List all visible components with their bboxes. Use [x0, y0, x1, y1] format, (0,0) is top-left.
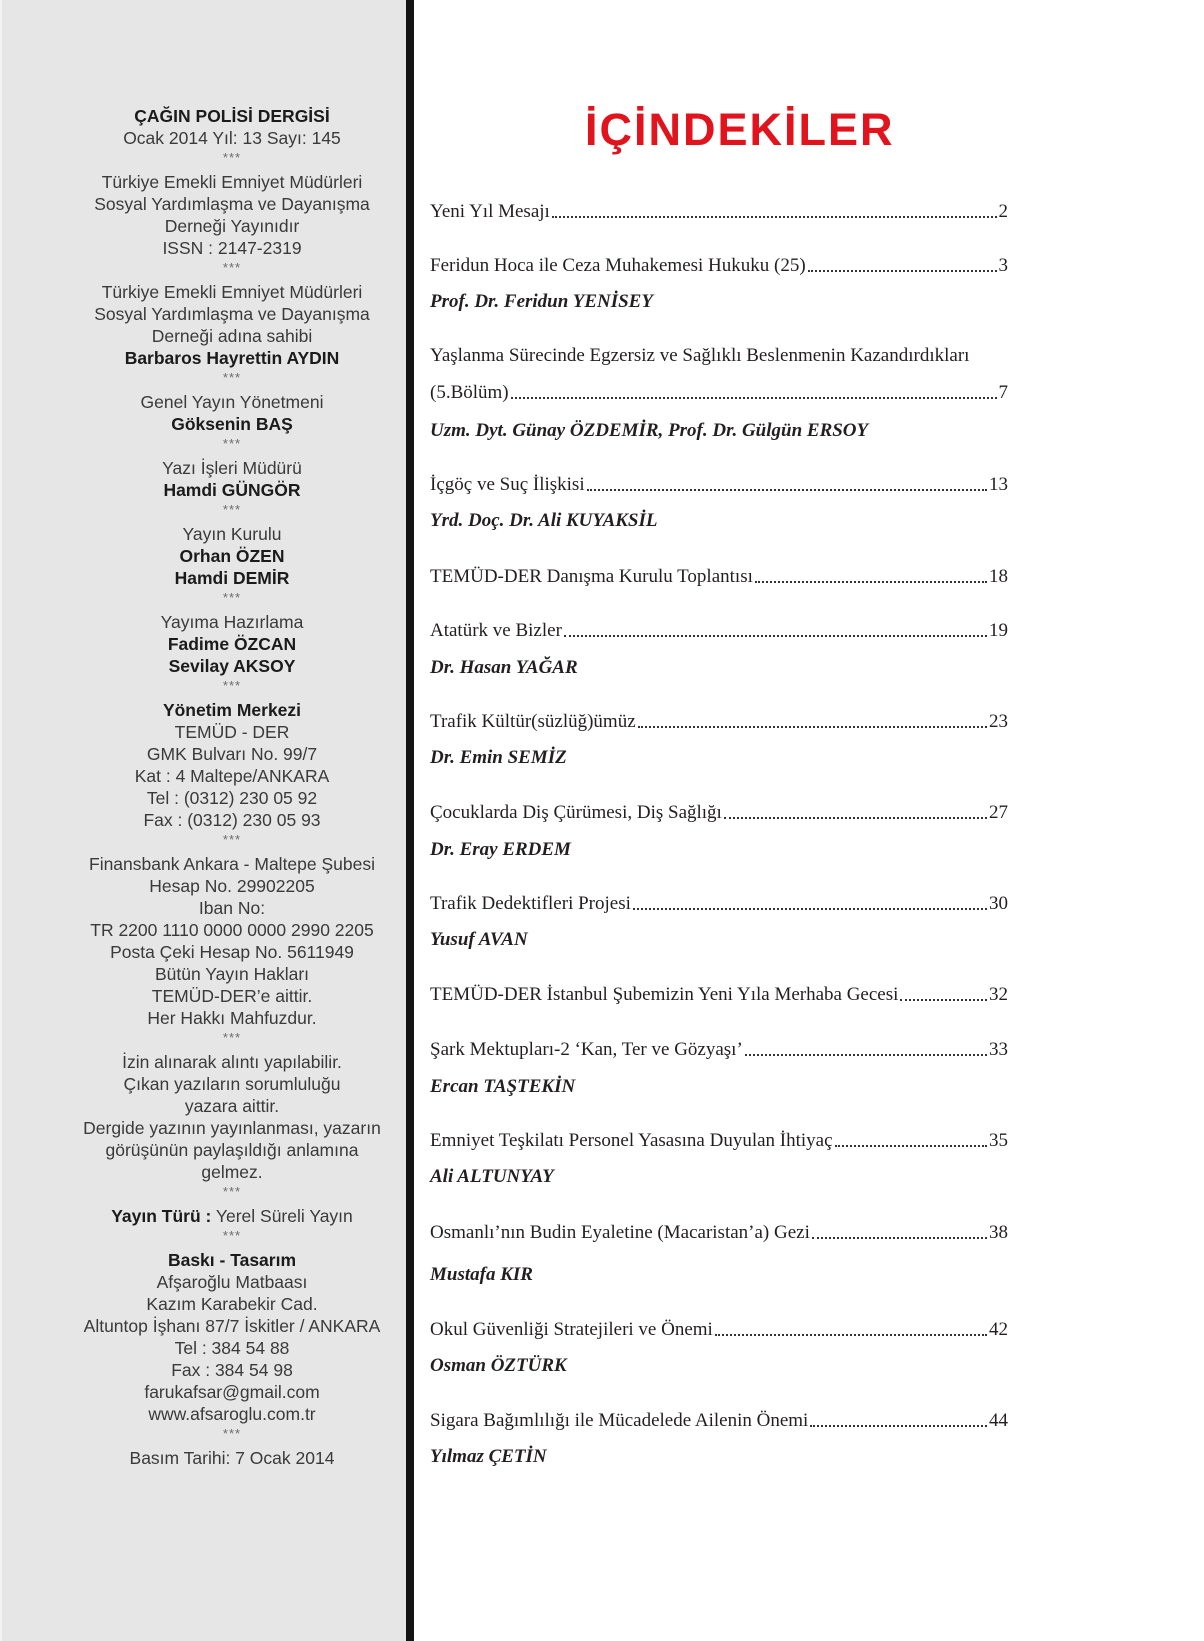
- toc-page-number: 7: [998, 382, 1008, 403]
- toc-leader: [724, 817, 987, 819]
- colophon-line: Her Hakkı Mahfuzdur.: [147, 1008, 317, 1028]
- toc-entry-title: Şark Mektupları-2 ‘Kan, Ter ve Gözyaşı’: [430, 1039, 743, 1060]
- colophon-line: Dergide yazının yayınlanması, yazarın: [83, 1118, 381, 1138]
- toc-entry-row: [430, 1318, 1008, 1342]
- toc-page-number: 23: [989, 711, 1008, 732]
- toc-entry-row: [430, 710, 1008, 734]
- toc-author: Dr. Emin SEMİZ: [430, 747, 567, 768]
- colophon-line: Tel : (0312) 230 05 92: [146, 788, 318, 808]
- colophon-separator: ***: [222, 150, 242, 165]
- colophon-line: Sosyal Yardımlaşma ve Dayanışma: [94, 194, 370, 214]
- colophon-separator: ***: [222, 260, 242, 275]
- toc-entry-row: [430, 892, 1008, 916]
- toc-entry-row: [430, 983, 1008, 1007]
- toc-page-number: 38: [989, 1222, 1008, 1243]
- colophon-line: Bütün Yayın Hakları: [154, 964, 310, 984]
- colophon-line: Basım Tarihi: 7 Ocak 2014: [129, 1448, 335, 1468]
- colophon-line: Çıkan yazıların sorumluluğu: [123, 1074, 341, 1094]
- toc-entry-row: [430, 1221, 1008, 1245]
- toc-entry-row: [430, 801, 1008, 825]
- toc-title: İÇİNDEKİLER: [585, 104, 895, 155]
- colophon-line: Sosyal Yardımlaşma ve Dayanışma: [94, 304, 370, 324]
- toc-page-number: 32: [989, 984, 1008, 1005]
- toc-entry-row: [430, 473, 1008, 497]
- toc-page-number: 30: [989, 893, 1008, 914]
- toc-leader: [900, 999, 987, 1001]
- colophon-separator: ***: [222, 1228, 242, 1243]
- toc-page-number: 2: [998, 201, 1008, 222]
- toc-leader: [552, 216, 997, 218]
- colophon-line: Iban No:: [198, 898, 266, 918]
- toc-leader: [745, 1054, 987, 1056]
- toc-leader: [808, 270, 997, 272]
- colophon-line-bold: Yönetim Merkezi: [162, 700, 302, 720]
- colophon-line: Derneği Yayınıdır: [164, 216, 300, 236]
- colophon-line: Türkiye Emekli Emniyet Müdürleri: [101, 282, 363, 302]
- toc-entry-title: İçgöç ve Suç İlişkisi: [430, 474, 585, 495]
- toc-page-number: 35: [989, 1130, 1008, 1151]
- colophon-separator: ***: [222, 590, 242, 605]
- toc-entry-row: [430, 200, 1008, 224]
- toc-entry-title: Okul Güvenliği Stratejileri ve Önemi: [430, 1319, 713, 1340]
- toc-author: Uzm. Dyt. Günay ÖZDEMİR, Prof. Dr. Gülgün ERSOY: [430, 420, 869, 441]
- colophon-line: Afşaroğlu Matbaası: [156, 1272, 308, 1292]
- colophon-line: görüşünün paylaşıldığı anlamına: [105, 1140, 359, 1160]
- toc-entry-title-line: Yaşlanma Sürecinde Egzersiz ve Sağlıklı Beslenmenin Kazandırdıkları: [430, 345, 970, 366]
- colophon-line: Yayın Kurulu: [182, 524, 282, 544]
- colophon-line-bold: Sevilay AKSOY: [168, 656, 296, 676]
- colophon-separator: ***: [222, 370, 242, 385]
- toc-author: Ali ALTUNYAY: [430, 1166, 554, 1187]
- colophon-line: ISSN : 2147-2319: [162, 238, 302, 258]
- toc-entry-row: [430, 381, 1008, 405]
- toc-entry-title: Osmanlı’nın Budin Eyaletine (Macaristan’a) Gezi: [430, 1222, 810, 1243]
- colophon-line: Fax : (0312) 230 05 93: [143, 810, 321, 830]
- colophon-line: Ocak 2014 Yıl: 13 Sayı: 145: [123, 128, 341, 148]
- colophon-line: farukafsar@gmail.com: [144, 1382, 320, 1402]
- colophon-line: www.afsaroglu.com.tr: [148, 1404, 316, 1424]
- toc-page-number: 18: [989, 566, 1008, 587]
- toc-entry-title: TEMÜD-DER İstanbul Şubemizin Yeni Yıla Merhaba Gecesi: [430, 984, 899, 1005]
- colophon-separator: ***: [222, 1184, 242, 1199]
- colophon-line: Altuntop İşhanı 87/7 İskitler / ANKARA: [83, 1316, 381, 1336]
- toc-author: Ercan TAŞTEKİN: [430, 1076, 576, 1097]
- colophon-separator: ***: [222, 502, 242, 517]
- colophon-line: GMK Bulvarı No. 99/7: [146, 744, 318, 764]
- colophon-line: İzin alınarak alıntı yapılabilir.: [122, 1052, 342, 1072]
- toc-author: Prof. Dr. Feridun YENİSEY: [430, 291, 653, 312]
- toc-entry-row: [430, 1409, 1008, 1433]
- toc-leader: [511, 397, 997, 399]
- colophon-line: Derneği adına sahibi: [151, 326, 313, 346]
- toc-leader: [812, 1237, 987, 1239]
- toc-entry-title: (5.Bölüm): [430, 382, 509, 403]
- colophon-line: Yazı İşleri Müdürü: [162, 458, 302, 478]
- colophon-separator: ***: [222, 436, 242, 451]
- toc-entry-title: Atatürk ve Bizler: [430, 620, 562, 641]
- colophon-line-bold: Fadime ÖZCAN: [167, 634, 297, 654]
- colophon-line: gelmez.: [201, 1162, 263, 1182]
- colophon-separator: ***: [222, 832, 242, 847]
- colophon-line-value: Yerel Süreli Yayın: [215, 1206, 353, 1226]
- colophon-line: [30, 1205, 434, 1227]
- table-of-contents: [430, 0, 1008, 1641]
- toc-author: Osman ÖZTÜRK: [430, 1355, 567, 1376]
- colophon-line: Tel : 384 54 88: [174, 1338, 290, 1358]
- toc-leader: [715, 1334, 987, 1336]
- colophon-line-bold: Hamdi GÜNGÖR: [163, 480, 301, 500]
- colophon-line: Posta Çeki Hesap No. 5611949: [110, 942, 354, 962]
- toc-author: Mustafa KIR: [430, 1264, 533, 1285]
- colophon-line: TR 2200 1110 0000 0000 2990 2205: [90, 920, 374, 940]
- toc-page-number: 44: [989, 1410, 1008, 1431]
- toc-entry-title: Trafik Kültür(süzlüğ)ümüz: [430, 711, 636, 732]
- toc-entry-row: [430, 565, 1008, 589]
- toc-leader: [564, 635, 987, 637]
- colophon-line: Genel Yayın Yönetmeni: [140, 392, 324, 412]
- colophon-line: Yayıma Hazırlama: [160, 612, 304, 632]
- toc-entry-title: Sigara Bağımlılığı ile Mücadelede Ailenin Önemi: [430, 1410, 809, 1431]
- colophon-line: Kat : 4 Maltepe/ANKARA: [134, 766, 330, 786]
- colophon-line-bold: ÇAĞIN POLİSİ DERGİSİ: [134, 106, 330, 126]
- toc-page-number: 27: [989, 802, 1008, 823]
- toc-entry-row: [430, 1129, 1008, 1153]
- colophon-separator: ***: [222, 1030, 242, 1045]
- toc-entry-title: Emniyet Teşkilatı Personel Yasasına Duyulan İhtiyaç: [430, 1130, 833, 1151]
- toc-page-number: 3: [998, 255, 1008, 276]
- toc-page-number: 42: [989, 1319, 1008, 1340]
- colophon-line-bold: Baskı - Tasarım: [167, 1250, 297, 1270]
- toc-entry-title: Feridun Hoca ile Ceza Muhakemesi Hukuku (25): [430, 255, 806, 276]
- colophon-separator: ***: [222, 678, 242, 693]
- colophon-line: Hesap No. 29902205: [149, 876, 315, 896]
- colophon-line-bold: Hamdi DEMİR: [174, 568, 290, 588]
- colophon: [30, 105, 434, 1469]
- toc-leader: [835, 1145, 987, 1147]
- toc-author: Yılmaz ÇETİN: [430, 1446, 547, 1467]
- toc-leader: [633, 908, 987, 910]
- colophon-line-bold: Göksenin BAŞ: [171, 414, 293, 434]
- toc-leader: [755, 581, 987, 583]
- toc-author: Dr. Hasan YAĞAR: [430, 657, 578, 678]
- colophon-line: yazara aittir.: [184, 1096, 280, 1116]
- toc-entry-title: Trafik Dedektifleri Projesi: [430, 893, 631, 914]
- colophon-line: Türkiye Emekli Emniyet Müdürleri: [101, 172, 363, 192]
- toc-entry-title: Yeni Yıl Mesajı: [430, 201, 550, 222]
- toc-entry-title: Çocuklarda Diş Çürümesi, Diş Sağlığı: [430, 802, 722, 823]
- toc-page-number: 19: [989, 620, 1008, 641]
- colophon-line-bold: Barbaros Hayrettin AYDIN: [124, 348, 340, 368]
- colophon-line: Kazım Karabekir Cad.: [146, 1294, 318, 1314]
- toc-entry-row: [430, 619, 1008, 643]
- toc-leader: [810, 1425, 987, 1427]
- toc-entry-row: [430, 1038, 1008, 1062]
- toc-author: Dr. Eray ERDEM: [430, 839, 571, 860]
- colophon-line: Finansbank Ankara - Maltepe Şubesi: [89, 854, 375, 874]
- colophon-line-label: Yayın Türü :: [111, 1206, 212, 1226]
- toc-author: Yusuf AVAN: [430, 929, 528, 950]
- toc-leader: [587, 489, 987, 491]
- toc-page-number: 33: [989, 1039, 1008, 1060]
- colophon-line: Fax : 384 54 98: [171, 1360, 293, 1380]
- toc-entry-row: [430, 254, 1008, 278]
- colophon-line: TEMÜD - DER: [174, 722, 290, 742]
- colophon-separator: ***: [222, 1426, 242, 1441]
- toc-leader: [638, 726, 987, 728]
- colophon-line-bold: Orhan ÖZEN: [179, 546, 285, 566]
- toc-entry-title: TEMÜD-DER Danışma Kurulu Toplantısı: [430, 566, 753, 587]
- colophon-line: TEMÜD-DER’e aittir.: [151, 986, 313, 1006]
- toc-author: Yrd. Doç. Dr. Ali KUYAKSİL: [430, 510, 658, 531]
- toc-page-number: 13: [989, 474, 1008, 495]
